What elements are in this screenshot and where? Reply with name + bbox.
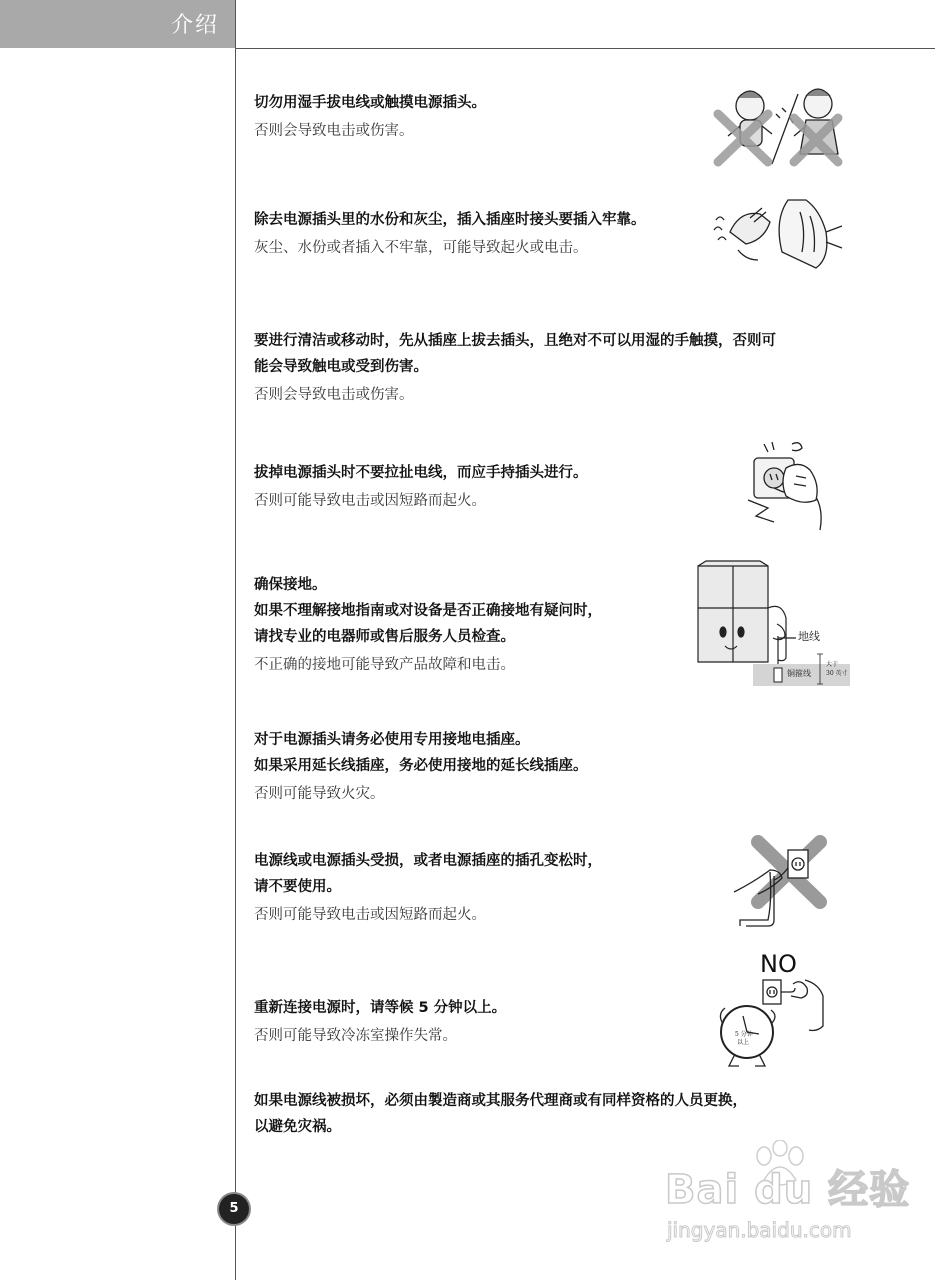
wait-clock-illustration [715, 970, 830, 1070]
item-consequence: 否则会导致电击或伤害。 [254, 387, 414, 403]
no-label: NO [760, 950, 797, 978]
wet-hands-crossed-illustration [710, 78, 855, 168]
item-consequence: 灰尘、水份或者插入不牢靠，可能导致起火或电击。 [254, 240, 588, 256]
item-heading-line1: 如果电源线被损坏，必须由製造商或其服务代理商或有同样资格的人员更换， [254, 1093, 747, 1109]
item-heading-line2: 请不要使用。 [254, 879, 341, 895]
item-consequence: 否则会导致电击或伤害。 [254, 123, 414, 139]
ground-depth-label-2: 30 英寸 [826, 670, 848, 677]
pull-plug-illustration [740, 438, 830, 533]
safety-item-grounded-outlet [254, 727, 854, 807]
item-heading-line2: 能会导致触电或受到伤害。 [254, 359, 428, 375]
item-heading: 拔掉电源插头时不要拉扯电线，而应手持插头进行。 [254, 465, 588, 481]
header-divider [235, 48, 935, 49]
item-heading-line3: 请找专业的电器师或售后服务人员检查。 [254, 629, 515, 645]
clock-text-2: 以上 [737, 1039, 750, 1046]
baidu-jingyan-watermark [665, 1140, 925, 1270]
item-heading: 除去电源插头里的水份和灰尘，插入插座时接头要插入牢靠。 [254, 212, 646, 228]
ground-depth-label-1: 大于 [826, 661, 839, 668]
section-tab [0, 0, 235, 48]
item-heading-line2: 如果不理解接地指南或对设备是否正确接地有疑问时， [254, 603, 602, 619]
ground-rod-label: 铜箍线 [787, 669, 811, 678]
item-heading: 重新连接电源时，请等候 5 分钟以上。 [254, 1000, 507, 1016]
item-heading-line1: 要进行清洁或移动时，先从插座上拔去插头，且绝对不可以用湿的手触摸，否则可 [254, 333, 776, 349]
safety-item-replace-cord [254, 1088, 854, 1140]
item-consequence: 否则可能导致火灾。 [254, 786, 385, 802]
watermark-url: jingyan.baidu.com [667, 1218, 852, 1242]
item-consequence: 否则可能导致电击或因短路而起火。 [254, 907, 486, 923]
damaged-outlet-crossed-illustration [730, 832, 830, 932]
section-title: 介绍 [170, 13, 219, 38]
item-heading-line2: 以避免灾祸。 [254, 1119, 341, 1135]
item-heading-line1: 确保接地。 [254, 577, 327, 593]
item-consequence: 不正确的接地可能导致产品故障和电击。 [254, 657, 515, 673]
item-heading-line1: 对于电源插头请务必使用专用接地电插座。 [254, 732, 530, 748]
margin-rule [235, 0, 236, 1280]
page-number: 5 [219, 1194, 249, 1224]
wipe-plug-illustration [710, 192, 845, 272]
grounding-diagram [695, 560, 850, 690]
safety-item-unplug-before-cleaning [254, 328, 854, 408]
watermark-logo: Bai du 经验 [665, 1167, 911, 1213]
ground-wire-label: 地线 [798, 630, 820, 643]
clock-text-1: 5 分钟 [735, 1031, 753, 1038]
item-heading-line2: 如果采用延长线插座，务必使用接地的延长线插座。 [254, 758, 588, 774]
item-consequence: 否则可能导致电击或因短路而起火。 [254, 493, 486, 509]
item-consequence: 否则可能导致冷冻室操作失常。 [254, 1028, 457, 1044]
item-heading: 切勿用湿手拔电线或触摸电源插头。 [254, 95, 486, 111]
item-heading-line1: 电源线或电源插头受损，或者电源插座的插孔变松时， [254, 853, 602, 869]
